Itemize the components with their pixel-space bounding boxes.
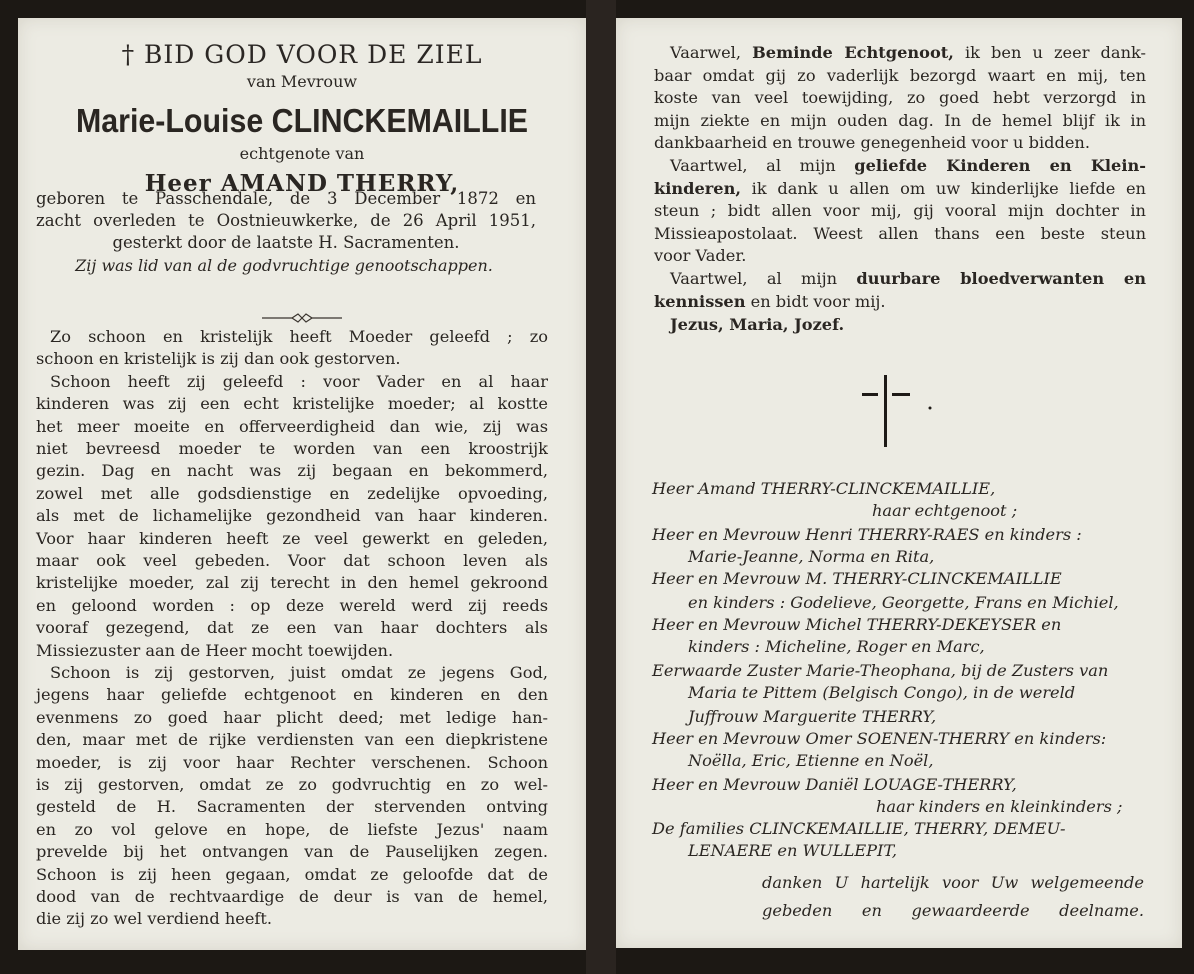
prayer-line: Jezus, Maria, Jozef. xyxy=(670,315,845,334)
eulogy-line: dood van de rechtvaardige de deur is van de hemel, xyxy=(36,887,548,906)
family-line: Heer en Mevrouw Michel THERRY-DEKEYSER en xyxy=(652,615,1062,634)
ornament-divider-icon xyxy=(262,312,342,324)
eulogy-line: kristelijke moeder, zal zij terecht in den hemel gekroond xyxy=(36,573,548,593)
membership-line: Zij was lid van al de godvruchtige genootschappen. xyxy=(75,256,493,275)
farewell-line xyxy=(654,110,1146,133)
farewell-text: Vaarwel, xyxy=(670,43,753,62)
farewell-emphasis: duurbare bloedverwanten en xyxy=(856,269,1147,288)
eulogy-line: Schoon is zij gestorven, juist omdat ze jegens God, xyxy=(50,663,548,682)
died-line: zacht overleden te Oostnieuwkerke, de 26 April 1951, xyxy=(36,211,536,230)
farewell-line xyxy=(654,223,1146,246)
family-line: Marie-Jeanne, Norma en Rita, xyxy=(688,547,935,566)
farewell-text: voor Vader. xyxy=(654,246,747,266)
farewell-text: dankbaarheid en trouwe genegenheid voor u bidden. xyxy=(654,133,1090,153)
eulogy-line: en geloond worden : op deze wereld werd zij reeds xyxy=(36,595,548,615)
farewell-emphasis: kennissen xyxy=(654,291,746,311)
family-line: Juffrouw Marguerite THERRY, xyxy=(688,707,937,726)
eulogy-line: die zij zo wel verdiend heeft. xyxy=(36,909,273,929)
farewell-text: en bidt voor mij. xyxy=(745,291,886,311)
eulogy-line: Schoon heeft zij geleefd : voor Vader en al haar xyxy=(50,371,548,391)
eulogy-line: en zo vol gelove en hope, de liefste Jezus' naam xyxy=(36,819,548,839)
farewell-text: steun ; bidt allen voor mij, gij vooral mijn dochter in xyxy=(654,201,1146,221)
farewell-emphasis: geliefde Kinderen en Klein- xyxy=(854,156,1146,175)
card-title: † BID GOD VOOR DE ZIEL xyxy=(121,40,483,69)
family-line: haar echtgenoot ; xyxy=(872,501,1018,520)
eulogy-line: het meer moeite en offerveerdigheid dan wie, zij was xyxy=(36,416,548,436)
family-line: Heer en Mevrouw Daniël LOUAGE-THERRY, xyxy=(652,775,1017,794)
farewell-line xyxy=(654,245,1146,268)
van-mevrouw: van Mevrouw xyxy=(246,72,358,91)
eulogy-line: prevelde bij het ontvangen van de Pauselijken zegen. xyxy=(36,842,548,862)
farewell-text: ik dank u allen om uw kinderlijke liefde en xyxy=(740,178,1146,198)
born-line: geboren te Passchendale, de 3 December 1872 en xyxy=(36,189,536,208)
farewell-line xyxy=(654,87,1146,110)
eulogy-line: Zo schoon en kristelijk heeft Moeder geleefd ; zo xyxy=(50,327,548,346)
eulogy-line: zowel met alle godsdienstige en zedelijke opvoeding, xyxy=(36,483,548,503)
eulogy-line: jegens haar geliefde echtgenoot en kinderen en den xyxy=(36,685,548,705)
family-line: Heer en Mevrouw Henri THERRY-RAES en kinders : xyxy=(652,525,1082,544)
thanks-line: danken U hartelijk voor Uw welgemeende xyxy=(762,873,1144,892)
family-line: en kinders : Godelieve, Georgette, Frans en Michiel, xyxy=(688,593,1119,612)
eulogy-line: Voor haar kinderen heeft ze veel gewerkt en geleden, xyxy=(36,528,548,548)
farewell-line xyxy=(654,291,1146,314)
sacraments-line: gesterkt door de laatste H. Sacramenten. xyxy=(112,233,460,252)
farewell-line xyxy=(654,200,1146,223)
farewell-line xyxy=(670,155,1146,178)
family-line: Noëlla, Eric, Etienne en Noël, xyxy=(688,751,934,770)
card-fold xyxy=(586,0,616,974)
eulogy-line: Schoon is zij heen gegaan, omdat ze geloofde dat de xyxy=(36,864,548,884)
spouse-relation: echtgenote van xyxy=(239,144,365,163)
family-line: De families CLINCKEMAILLIE, THERRY, DEMEU- xyxy=(652,819,1066,838)
family-line: LENAERE en WULLEPIT, xyxy=(688,841,897,860)
thanks-line: gebeden en gewaardeerde deelname. xyxy=(762,901,1144,920)
family-line: kinders : Micheline, Roger en Marc, xyxy=(688,637,985,656)
eulogy-line: Missiezuster aan de Heer mocht toewijden. xyxy=(36,640,394,660)
cross-icon xyxy=(860,375,934,449)
farewell-text: Vaartwel, al mijn xyxy=(670,156,855,175)
farewell-line xyxy=(670,42,1146,65)
family-line: Heer Amand THERRY-CLINCKEMAILLIE, xyxy=(652,479,996,498)
eulogy-line: als met de lichamelijke gezondheid van haar kinderen. xyxy=(36,506,548,526)
eulogy-line: is zij gestorven, omdat ze zo godvruchtig en zo wel- xyxy=(36,775,548,794)
family-line: Heer en Mevrouw Omer SOENEN-THERRY en kinders: xyxy=(652,729,1107,748)
husband-name: Heer AMAND THERRY, xyxy=(144,170,460,197)
family-line: haar kinders en kleinkinders ; xyxy=(876,797,1123,816)
family-line: Heer en Mevrouw M. THERRY-CLINCKEMAILLIE xyxy=(652,569,1062,588)
eulogy-line: maar ook veel gebeden. Voor dat schoon leven als xyxy=(36,551,548,570)
eulogy-line: gezin. Dag en nacht was zij begaan en bekommerd, xyxy=(36,461,548,481)
family-line: Eerwaarde Zuster Marie-Theophana, bij de Zusters van xyxy=(652,661,1109,680)
eulogy-line: kinderen was zij een echt kristelijke moeder; al kostte xyxy=(36,394,548,414)
farewell-emphasis: Beminde Echtgenoot, xyxy=(752,43,954,62)
eulogy-line: niet bevreesd moeder te worden van een kroostrijk xyxy=(36,439,548,458)
farewell-text: Missieapostolaat. Weest allen thans een beste steun xyxy=(654,223,1146,243)
farewell-emphasis: kinderen, xyxy=(654,178,741,198)
farewell-text: mijn ziekte en mijn ouden dag. In de hemel blijf ik in xyxy=(654,110,1146,130)
eulogy-line: vooraf gezegend, dat ze een van haar dochters als xyxy=(36,618,548,638)
farewell-text: koste van veel toewijding, zo goed hebt verzorgd in xyxy=(654,88,1146,108)
deceased-name: Marie-Louise CLINCKEMAILLIE xyxy=(75,102,529,139)
family-line: Maria te Pittem (Belgisch Congo), in de wereld xyxy=(688,683,1076,702)
eulogy-line: moeder, is zij voor haar Rechter verschenen. Schoon xyxy=(36,752,548,772)
farewell-text: ik ben u zeer dank- xyxy=(953,43,1146,62)
farewell-line xyxy=(654,178,1146,201)
eulogy-line: gesteld de H. Sacramenten der stervenden ontving xyxy=(36,797,548,817)
eulogy-line: evenmens zo goed haar plicht deed; met ledige han- xyxy=(36,707,548,727)
farewell-line xyxy=(654,132,1146,155)
farewell-line xyxy=(670,268,1146,291)
farewell-text: Vaartwel, al mijn xyxy=(670,269,857,288)
eulogy-line: schoon en kristelijk is zij dan ook gestorven. xyxy=(36,349,401,369)
eulogy-line: den, maar met de rijke verdiensten van een diepkristene xyxy=(36,730,548,750)
farewell-line xyxy=(654,65,1146,88)
farewell-text: baar omdat gij zo vaderlijk bezorgd waart en mij, ten xyxy=(654,65,1146,85)
